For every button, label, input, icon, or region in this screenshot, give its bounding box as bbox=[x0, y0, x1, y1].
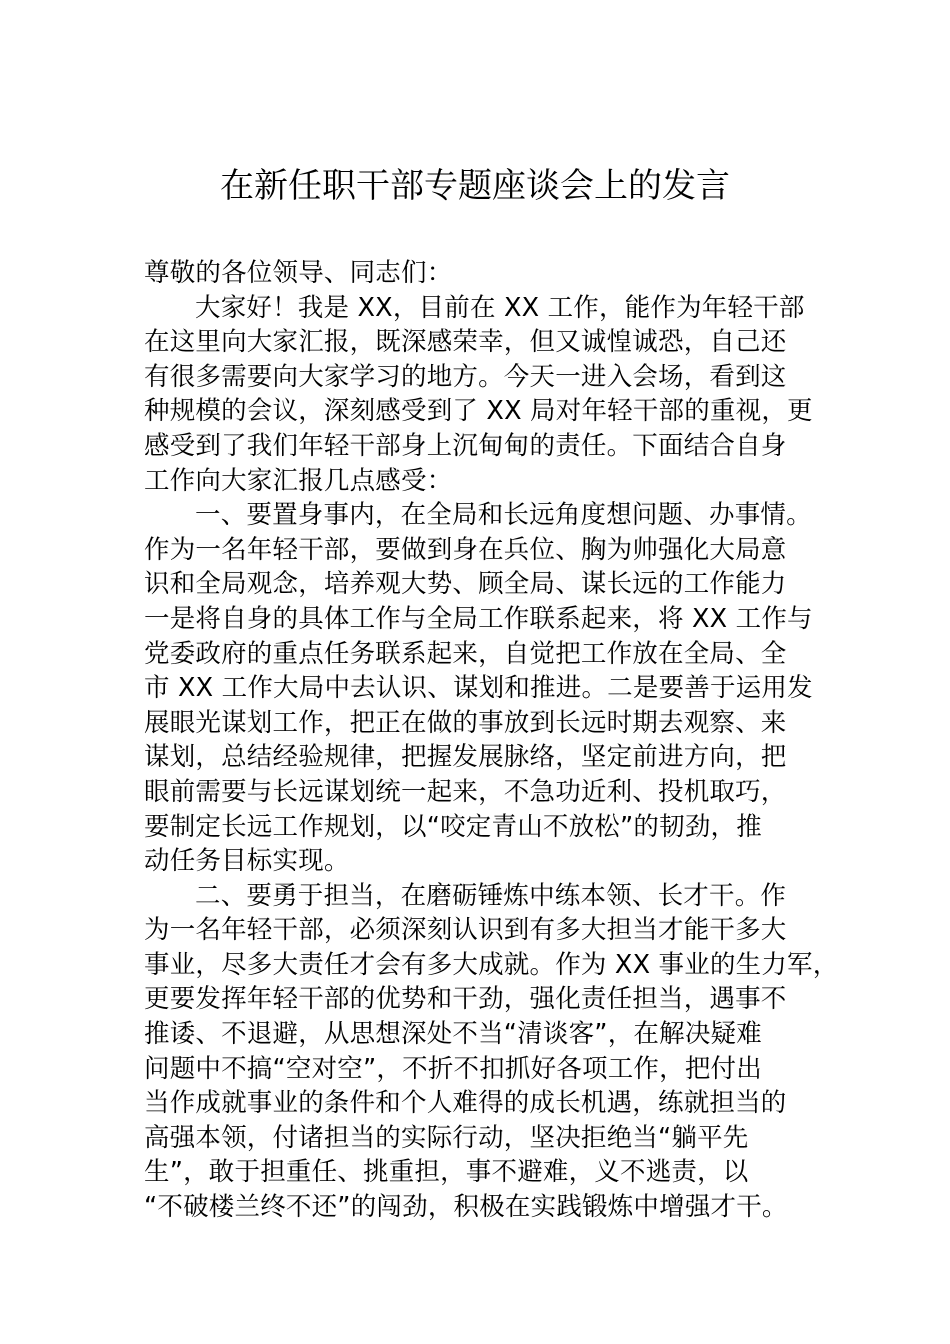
text-line: 一、要置身事内，在全局和长远角度想问题、办事情。 bbox=[195, 500, 812, 531]
text-line: 党委政府的重点任务联系起来，自觉把工作放在全局、全 bbox=[144, 638, 787, 669]
text-line: 为一名年轻干部，必须深刻认识到有多大担当才能干多大 bbox=[144, 915, 787, 946]
text-line: 作为一名年轻干部，要做到身在兵位、胸为帅强化大局意 bbox=[144, 534, 787, 565]
text-line: 生”，敢于担重任、挑重担，事不避难，义不逃责，以 bbox=[144, 1157, 749, 1188]
text-line: 更要发挥年轻干部的优势和干劲，强化责任担当，遇事不 bbox=[144, 984, 787, 1015]
text-line: 尊敬的各位领导、同志们： bbox=[144, 258, 453, 288]
text-line: 问题中不搞“空对空”，不折不扣抓好各项工作，把付出 bbox=[144, 1053, 762, 1084]
text-line: 有很多需要向大家学习的地方。今天一进入会场，看到这 bbox=[144, 361, 787, 392]
text-line: 高强本领，付诸担当的实际行动，坚决拒绝当“躺平先 bbox=[144, 1122, 749, 1153]
text-line: 识和全局观念，培养观大势、顾全局、谋长远的工作能力 bbox=[144, 569, 787, 600]
document-body bbox=[144, 256, 839, 1225]
document-title: 在新任职干部专题座谈会上的发言 bbox=[220, 166, 730, 206]
text-line: 眼前需要与长远谋划统一起来，不急功近利、投机取巧， bbox=[144, 776, 787, 807]
text-line: 当作成就事业的条件和个人难得的成长机遇，练就担当的 bbox=[144, 1088, 787, 1119]
text-line: 二、要勇于担当，在磨砺锤炼中练本领、长才干。作 bbox=[195, 880, 787, 911]
text-line: 动任务目标实现。 bbox=[144, 846, 350, 877]
text-line: 展眼光谋划工作，把正在做的事放到长远时期去观察、来 bbox=[144, 707, 787, 738]
text-line: 感受到了我们年轻干部身上沉甸甸的责任。下面结合自身 bbox=[144, 430, 787, 461]
text-line: 一是将自身的具体工作与全局工作联系起来，将 XX 工作与 bbox=[144, 603, 813, 634]
text-line: 谋划，总结经验规律，把握发展脉络，坚定前进方向，把 bbox=[144, 742, 787, 773]
text-line: 推诿、不退避，从思想深处不当“清谈客”，在解决疑难 bbox=[144, 1019, 762, 1050]
text-line: 要制定长远工作规划，以“咬定青山不放松”的韧劲，推 bbox=[144, 811, 762, 842]
text-line: 市 XX 工作大局中去认识、谋划和推进。二是要善于运用发 bbox=[144, 673, 813, 704]
text-line: 工作向大家汇报几点感受： bbox=[144, 465, 453, 496]
text-line: 大家好！我是 XX，目前在 XX 工作，能作为年轻干部 bbox=[195, 292, 805, 323]
text-line: 事业，尽多大责任才会有多大成就。作为 XX 事业的生力军， bbox=[144, 949, 839, 980]
text-line: “不破楼兰终不还”的闯劲，积极在实践锻炼中增强才干。 bbox=[144, 1192, 788, 1223]
text-line: 在这里向大家汇报，既深感荣幸，但又诚惶诚恐，自己还 bbox=[144, 327, 787, 358]
text-line: 种规模的会议，深刻感受到了 XX 局对年轻干部的重视，更 bbox=[144, 396, 813, 427]
